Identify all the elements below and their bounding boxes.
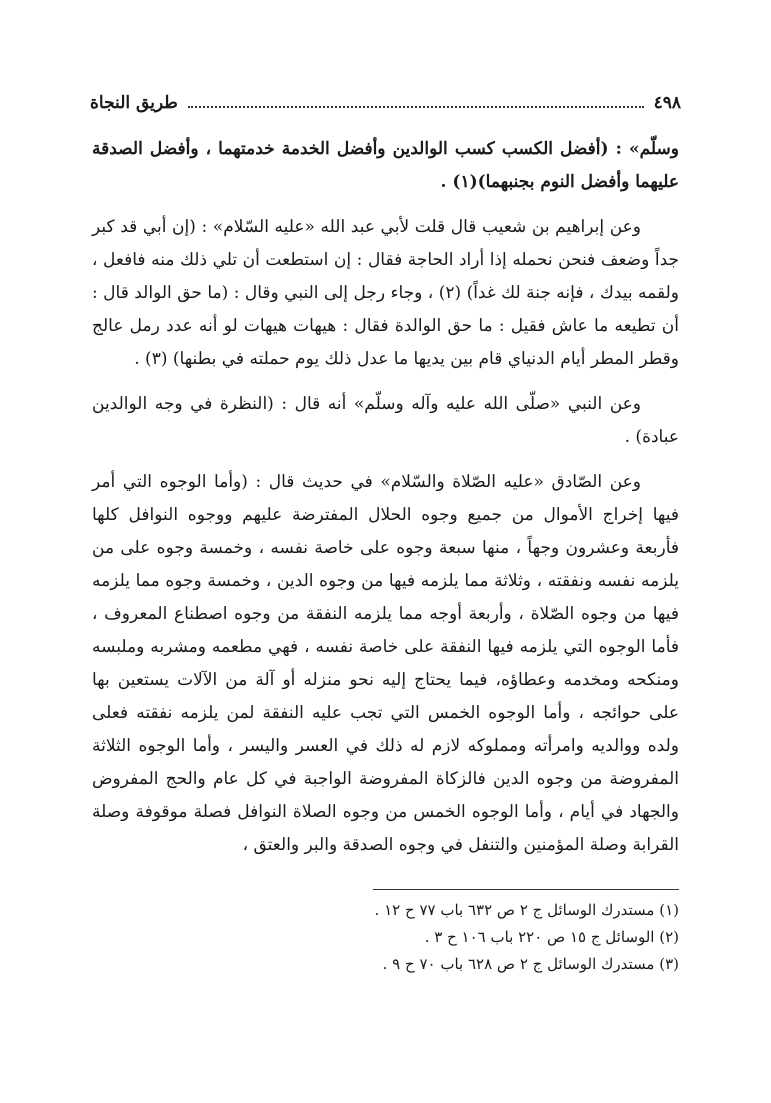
footnote-1: (١) مستدرك الوسائل ج ٢ ص ٦٣٢ باب ٧٧ ح ١٢ . <box>374 901 679 919</box>
body-text <box>92 133 679 874</box>
paragraph-4: وعن الصّادق «عليه الصّلاة والسّلام» في حديث قال : (وأما الوجوه التي أمر فيها إخراج الأموال من جميع وجوه الحلال المفترضة عليهم ووجوه النوافل كلها فأربعة وعشرون وجهاً ، منها سبعة وجوه على خاصة نفسه ، وخمسة وجوه على من يلزمه نفسه ونفقته ، وثلاثة مما يلزمه فيها من وجوه الدين ، وخمسة وجوه مما يلزمه فيها من وجوه الصّلاة ، وأربعة أوجه مما يلزمه النفقة من وجوه اصطناع المعروف ، فأما الوجوه التي يلزمه فيها النفقة على خاصة نفسه ، فهي مطعمه ومشربه وملبسه ومنكحه ومخدمه وعطاؤه، فيما يحتاج إليه نحو منزله أو آلة من الآلات يستعين بها على حوائجه ، وأما الوجوه الخمس التي تجب عليه النفقة لمن يلزمه نفقته فعلى ولده ووالديه وامرأته ومملوكه لازم له ذلك في العسر واليسر ، وأما الوجوه الثلاثة المفروضة من وجوه الدين فالزكاة المفروضة الواجبة في كل عام والحج المفروض والجهاد في أيام ، وأما الوجوه الخمس من وجوه الصلاة النوافل فصلة موقوفة وصلة القرابة وصلة المؤمنين والتنفل في وجوه الصدقة والبر والعتق ، <box>92 472 679 855</box>
footnote-3: (٣) مستدرك الوسائل ج ٢ ص ٦٢٨ باب ٧٠ ح ٩ . <box>382 955 679 973</box>
page-number: ٤٩٨ <box>653 93 681 113</box>
running-header <box>90 90 681 116</box>
footnote-separator <box>373 889 679 890</box>
running-title: طريق النجاة <box>90 93 178 113</box>
paragraph-3: وعن النبي «صلّى الله عليه وآله وسلّم» أنه قال : (النظرة في وجه الوالدين عبادة) . <box>92 394 679 447</box>
header-dot-leader <box>188 106 644 108</box>
footnotes <box>92 897 679 978</box>
paragraph-1: وسلّم» : (أفضل الكسب كسب الوالدين وأفضل الخدمة خدمتهما ، وأفضل الصدقة عليهما وأفضل النوم بجنبهما)(١) . <box>92 139 679 192</box>
paragraph-2: وعن إبراهيم بن شعيب قال قلت لأبي عبد الله «عليه السّلام» : (إن أبي قد كبر جداً وضعف فنحن نحمله إذا أراد الحاجة فقال : إن استطعت أن تلي ذلك منه فافعل ، ولقمه بيدك ، فإنه جنة لك غداً) (٢) ، وجاء رجل إلى النبي وقال : (ما حق الوالد قال : أن تطيعه ما عاش فقيل : ما حق الوالدة فقال : هيهات هيهات لو أنه عدد رمل عالج وقطر المطر أيام الدنياي قام بين يديها ما عدل ذلك يوم حملته في بطنها) (٣) . <box>92 217 679 369</box>
footnote-2: (٢) الوسائل ج ١٥ ص ٢٢٠ باب ١٠٦ ح ٣ . <box>424 928 679 946</box>
